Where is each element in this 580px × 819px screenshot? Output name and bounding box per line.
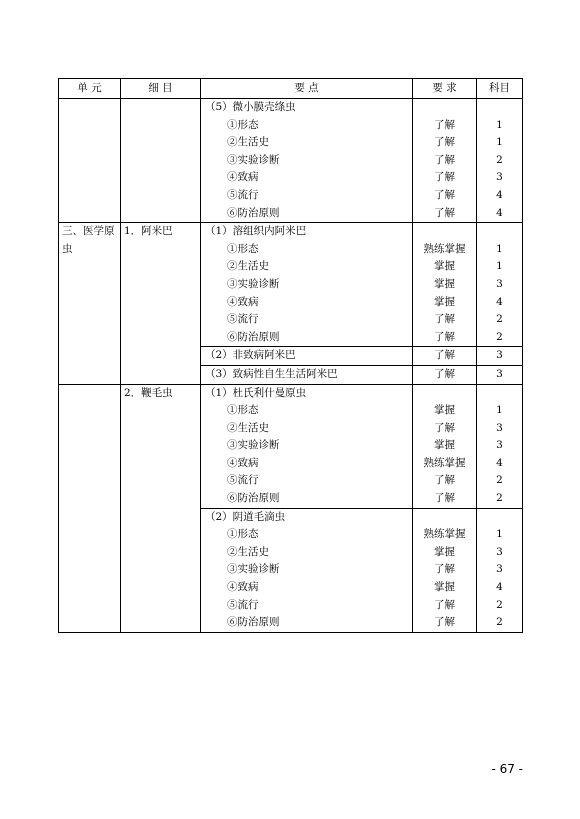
subject-cell <box>477 508 523 632</box>
table-row <box>59 384 523 508</box>
requirement-value: 了解 <box>434 313 455 326</box>
requirement-value: 了解 <box>434 474 455 487</box>
subject-value: 3 <box>496 277 503 290</box>
requirement-value: 了解 <box>434 171 455 184</box>
point-title: （2）非致病阿米巴 <box>205 349 296 362</box>
requirement-cell <box>413 347 477 366</box>
requirement-value: 掌握 <box>434 277 455 290</box>
detail-cell: 1．阿米巴 <box>121 223 201 384</box>
requirement-value: 了解 <box>434 206 455 219</box>
syllabus-table <box>58 78 523 633</box>
requirement-cell <box>413 508 477 632</box>
subject-value: 4 <box>496 581 503 594</box>
header-row <box>59 79 523 99</box>
point-cell <box>201 99 413 223</box>
point-item: ①形态 <box>227 528 259 541</box>
requirement-value: 了解 <box>434 349 455 362</box>
point-title: （1）杜氏利什曼原虫 <box>205 386 307 399</box>
subject-value: 2 <box>496 598 503 611</box>
subject-value: 1 <box>496 118 503 131</box>
point-item: ①形态 <box>227 242 259 255</box>
point-item: ⑤流行 <box>227 598 259 611</box>
table-row <box>59 99 523 223</box>
subject-value: 4 <box>496 206 503 219</box>
detail-cell: 2．鞭毛虫 <box>121 384 201 632</box>
requirement-cell <box>413 365 477 384</box>
point-item: ③实验诊断 <box>227 563 280 576</box>
point-item: ③实验诊断 <box>227 439 280 452</box>
subject-value: 2 <box>496 330 503 343</box>
requirement-value: 了解 <box>434 118 455 131</box>
unit-cell <box>59 99 121 223</box>
requirement-value: 掌握 <box>434 404 455 417</box>
requirement-cell <box>413 99 477 223</box>
point-item: ⑥防治原则 <box>227 330 280 343</box>
subject-value: 3 <box>496 367 503 380</box>
subject-value: 4 <box>496 188 503 201</box>
unit-cell: 三、医学原虫 <box>59 223 121 384</box>
requirement-value: 掌握 <box>434 260 455 273</box>
subject-value: 1 <box>496 528 503 541</box>
subject-value: 4 <box>496 456 503 469</box>
subject-value: 2 <box>496 313 503 326</box>
header-unit: 单 元 <box>59 79 121 99</box>
subject-value: 2 <box>496 153 503 166</box>
subject-value: 1 <box>496 136 503 149</box>
subject-cell <box>477 223 523 347</box>
unit-cell <box>59 384 121 632</box>
header-detail: 细 目 <box>121 79 201 99</box>
point-item: ①形态 <box>227 118 259 131</box>
requirement-value: 熟练掌握 <box>423 528 466 541</box>
subject-value: 2 <box>496 616 503 629</box>
page-number: - 67 - <box>491 762 523 776</box>
point-title: （5）微小膜壳绦虫 <box>205 101 296 113</box>
subject-cell <box>477 347 523 366</box>
header-requirement: 要 求 <box>413 79 477 99</box>
subject-value: 3 <box>496 171 503 184</box>
requirement-value: 掌握 <box>434 295 455 308</box>
point-item: ④致病 <box>227 171 259 184</box>
point-title: （3）致病性自生生活阿米巴 <box>205 367 338 380</box>
subject-cell <box>477 99 523 223</box>
point-item: ⑥防治原则 <box>227 206 280 219</box>
point-item: ③实验诊断 <box>227 153 280 166</box>
requirement-value: 了解 <box>434 330 455 343</box>
point-item: ②生活史 <box>227 421 269 434</box>
point-cell <box>201 508 413 632</box>
subject-value: 3 <box>496 545 503 558</box>
point-cell <box>201 365 413 384</box>
point-item: ③实验诊断 <box>227 277 280 290</box>
point-item: ④致病 <box>227 581 259 594</box>
point-item: ①形态 <box>227 404 259 417</box>
point-item: ④致病 <box>227 456 259 469</box>
requirement-value: 掌握 <box>434 545 455 558</box>
requirement-value: 了解 <box>434 188 455 201</box>
subject-value: 3 <box>496 421 503 434</box>
point-item: ④致病 <box>227 295 259 308</box>
subject-value: 2 <box>496 492 503 505</box>
requirement-value: 熟练掌握 <box>423 456 466 469</box>
requirement-value: 了解 <box>434 492 455 505</box>
subject-value: 1 <box>496 404 503 417</box>
subject-value: 2 <box>496 474 503 487</box>
subject-cell <box>477 365 523 384</box>
requirement-value: 了解 <box>434 136 455 149</box>
point-item: ⑥防治原则 <box>227 616 280 629</box>
point-item: ②生活史 <box>227 260 269 273</box>
point-cell <box>201 223 413 347</box>
requirement-value: 熟练掌握 <box>423 242 466 255</box>
point-title: （1）溶组织内阿米巴 <box>205 225 307 238</box>
requirement-value: 掌握 <box>434 581 455 594</box>
requirement-value: 了解 <box>434 598 455 611</box>
subject-value: 3 <box>496 563 503 576</box>
requirement-value: 了解 <box>434 153 455 166</box>
point-item: ⑤流行 <box>227 313 259 326</box>
point-title: （2）阴道毛滴虫 <box>205 510 286 523</box>
requirement-value: 了解 <box>434 616 455 629</box>
point-item: ⑤流行 <box>227 474 259 487</box>
point-item: ②生活史 <box>227 136 269 149</box>
header-point: 要 点 <box>201 79 413 99</box>
point-item: ②生活史 <box>227 545 269 558</box>
subject-value: 3 <box>496 439 503 452</box>
point-cell <box>201 384 413 508</box>
requirement-value: 了解 <box>434 367 455 380</box>
requirement-value: 了解 <box>434 563 455 576</box>
requirement-cell <box>413 223 477 347</box>
requirement-cell <box>413 384 477 508</box>
subject-value: 1 <box>496 260 503 273</box>
requirement-value: 了解 <box>434 421 455 434</box>
header-subject: 科目 <box>477 79 523 99</box>
requirement-value: 掌握 <box>434 439 455 452</box>
point-item: ⑤流行 <box>227 188 259 201</box>
subject-cell <box>477 384 523 508</box>
subject-value: 3 <box>496 349 503 362</box>
subject-value: 4 <box>496 295 503 308</box>
point-cell <box>201 347 413 366</box>
point-item: ⑥防治原则 <box>227 492 280 505</box>
subject-value: 1 <box>496 242 503 255</box>
detail-cell <box>121 99 201 223</box>
table-row <box>59 223 523 347</box>
